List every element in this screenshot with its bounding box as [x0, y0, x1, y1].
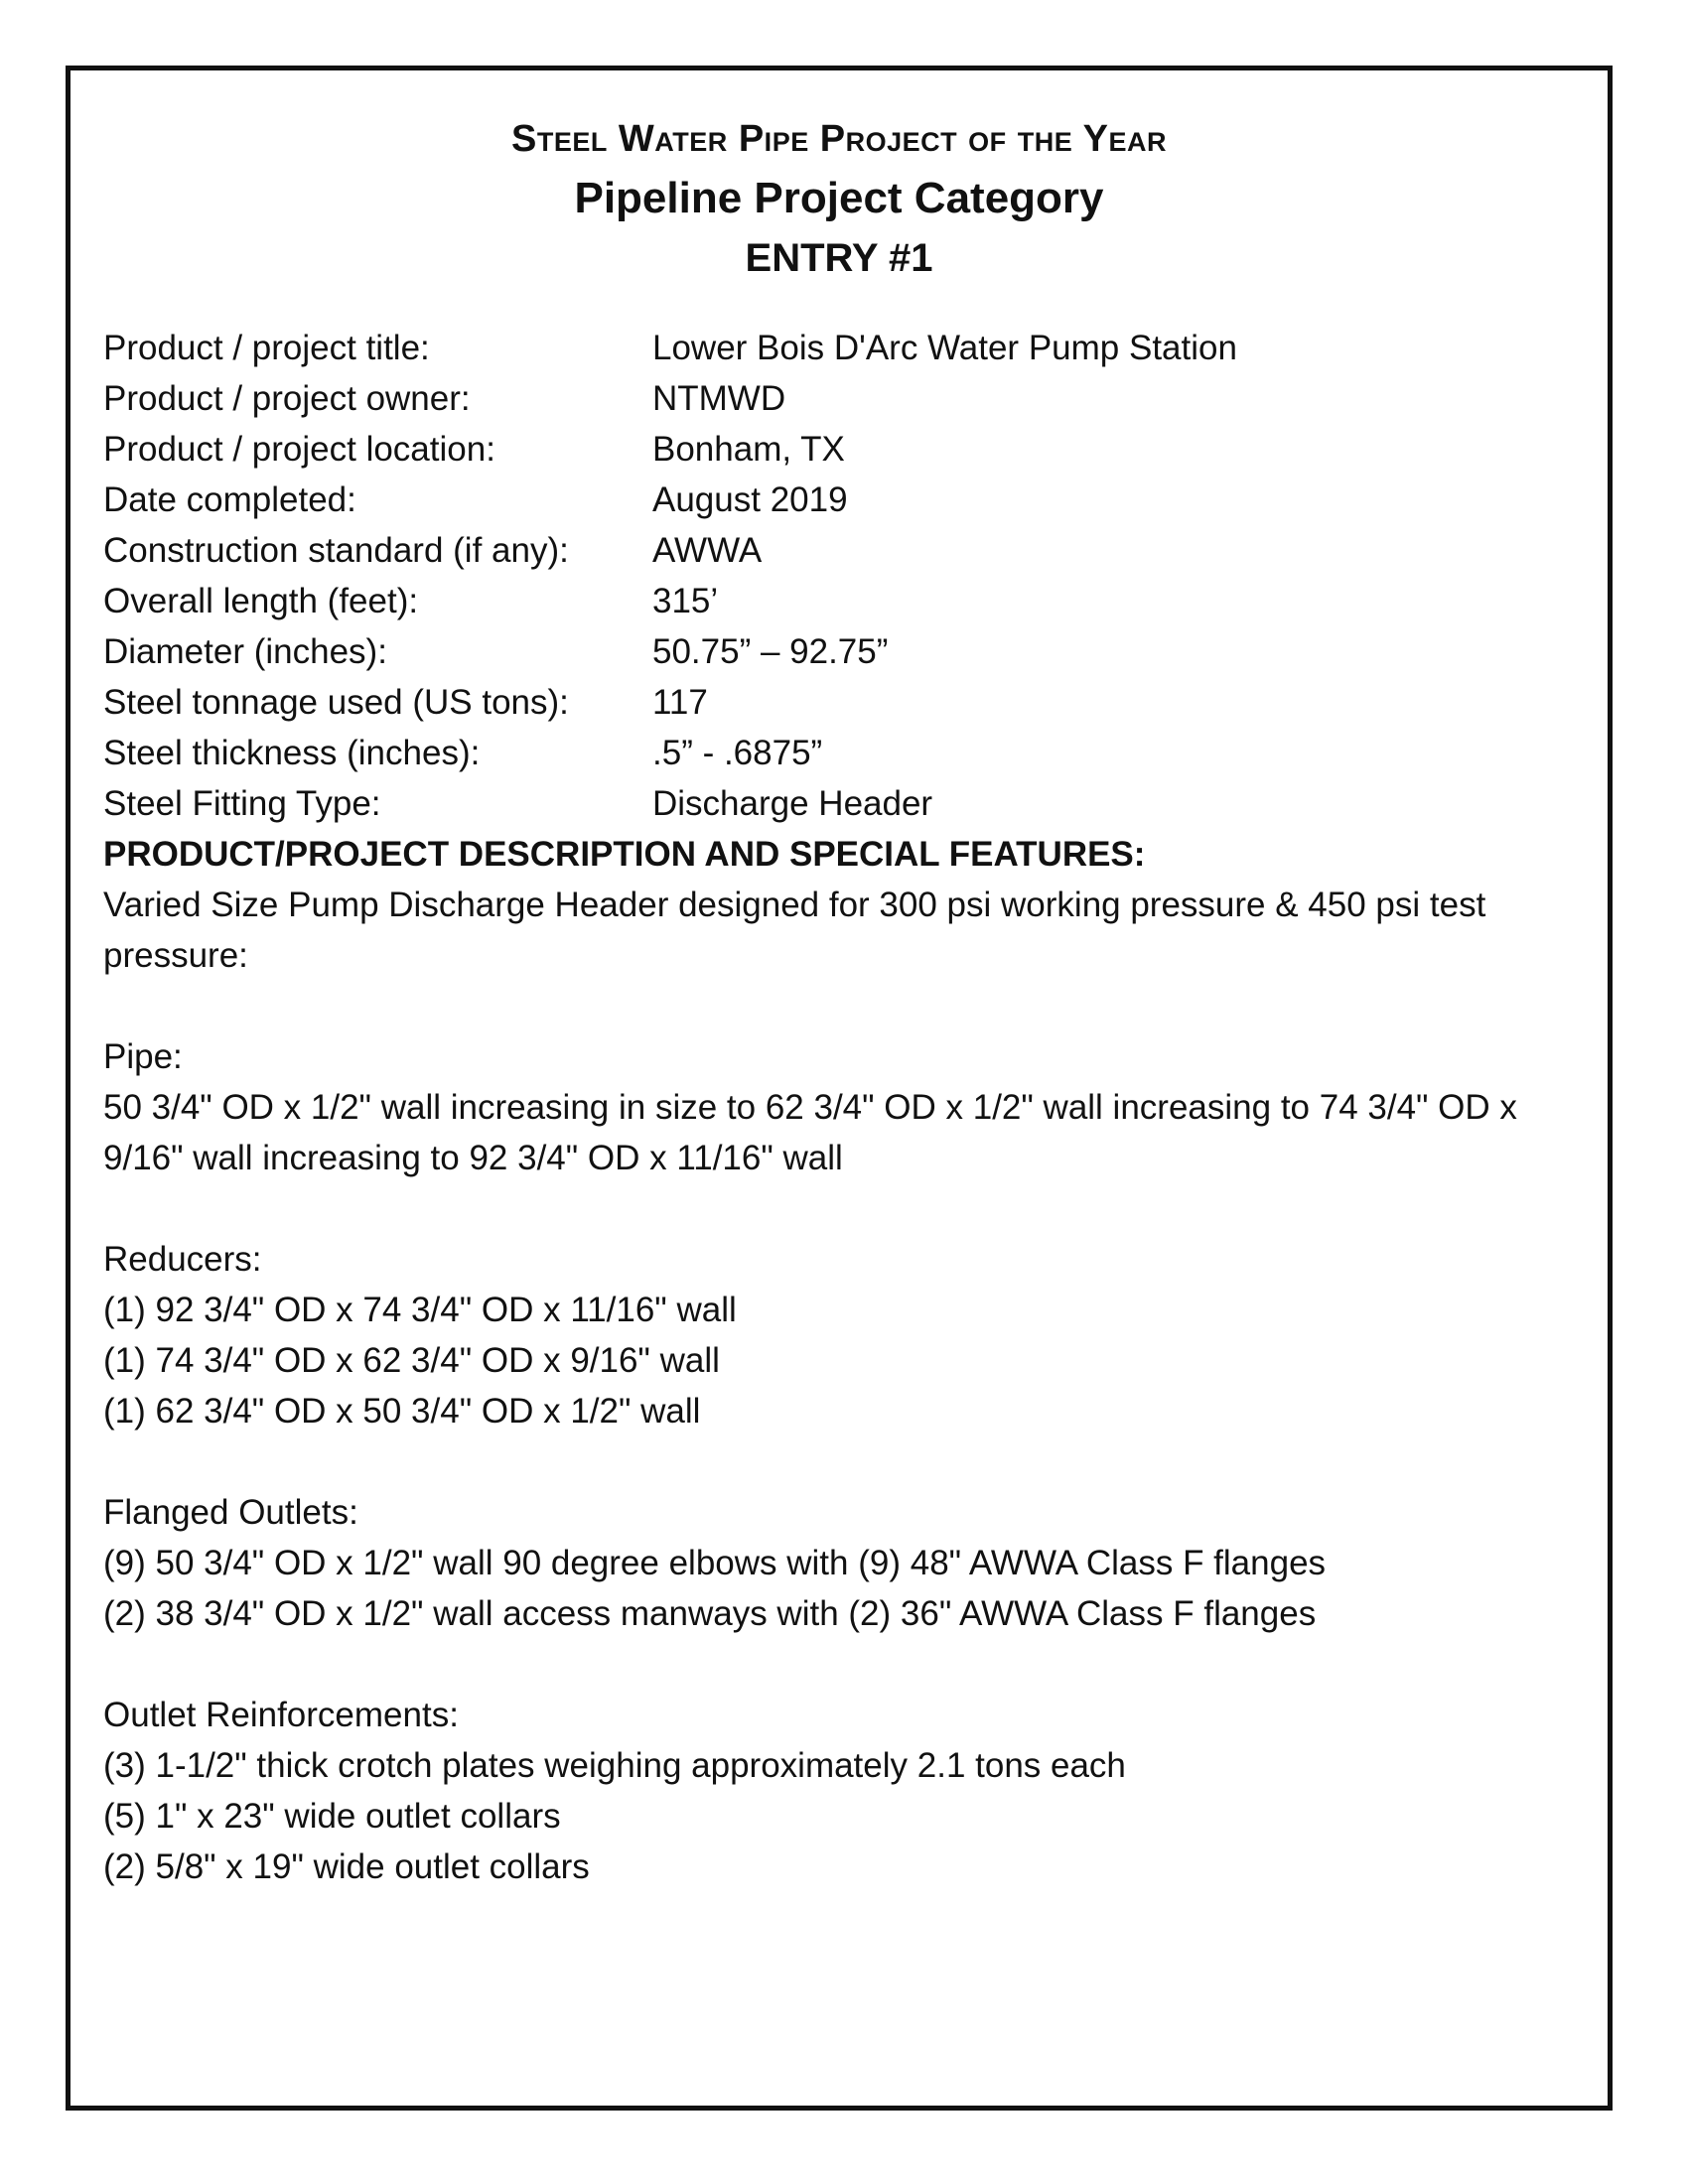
pipe-section-line: 50 3/4" OD x 1/2" wall increasing in size to 62 3/4" OD x 1/2" wall increasing to 74 3/4" OD x 9/16" wall increasing to 92 3/4" OD x 11/16" wall — [103, 1088, 1517, 1177]
reducer-line: (1) 62 3/4" OD x 50 3/4" OD x 1/2" wall — [103, 1392, 701, 1431]
field-row-length — [103, 576, 1583, 626]
outlet-reinforcement-line: (3) 1-1/2" thick crotch plates weighing approximately 2.1 tons each — [103, 1746, 1126, 1785]
field-value: NTMWD — [652, 379, 786, 418]
spacer — [103, 1639, 1583, 1690]
field-label: Steel tonnage used (US tons): — [103, 683, 569, 722]
field-label: Steel thickness (inches): — [103, 734, 481, 772]
flanged-outlets-section-title: Flanged Outlets: — [103, 1493, 358, 1532]
flanged-outlet-line: (9) 50 3/4" OD x 1/2" wall 90 degree elbows with (9) 48" AWWA Class F flanges — [103, 1544, 1327, 1582]
reducer-line: (1) 74 3/4" OD x 62 3/4" OD x 9/16" wall — [103, 1341, 720, 1380]
reducer-line: (1) 92 3/4" OD x 74 3/4" OD x 11/16" wall — [103, 1291, 737, 1329]
outlet-reinforcements-section-title: Outlet Reinforcements: — [103, 1696, 459, 1734]
field-label: Steel Fitting Type: — [103, 784, 381, 823]
field-value: .5” - .6875” — [652, 734, 823, 772]
outlet-reinforcement-line: (5) 1" x 23" wide outlet collars — [103, 1797, 561, 1836]
outlet-reinforcement-line: (2) 5/8" x 19" wide outlet collars — [103, 1847, 590, 1886]
field-label: Product / project owner: — [103, 379, 471, 418]
field-row-standard — [103, 525, 1583, 576]
field-value: August 2019 — [652, 480, 848, 519]
field-value: 117 — [652, 683, 708, 722]
category-title: Pipeline Project Category — [574, 174, 1104, 222]
field-value: Bonham, TX — [652, 430, 845, 469]
document-header — [70, 110, 1608, 287]
field-label: Product / project title: — [103, 329, 430, 367]
field-row-location — [103, 424, 1583, 475]
spacer — [103, 1436, 1583, 1487]
description-heading: PRODUCT/PROJECT DESCRIPTION AND SPECIAL FEATURES: — [103, 835, 1146, 874]
description-intro: Varied Size Pump Discharge Header designed for 300 psi working pressure & 450 psi test pressure: — [103, 886, 1486, 975]
flanged-outlet-line: (2) 38 3/4" OD x 1/2" wall access manways with (2) 36" AWWA Class F flanges — [103, 1594, 1317, 1633]
field-row-thickness — [103, 728, 1583, 778]
field-label: Diameter (inches): — [103, 632, 387, 671]
field-row-title — [103, 323, 1583, 373]
field-row-fitting-type — [103, 778, 1583, 829]
field-value: Discharge Header — [652, 784, 933, 823]
field-label: Date completed: — [103, 480, 356, 519]
reducers-section-title: Reducers: — [103, 1240, 262, 1279]
field-value: Lower Bois D'Arc Water Pump Station — [652, 329, 1237, 367]
field-label: Construction standard (if any): — [103, 531, 569, 570]
document-body — [103, 323, 1583, 1892]
field-value: AWWA — [652, 531, 763, 570]
field-row-date — [103, 475, 1583, 525]
award-title: Steel Water Pipe Project of the Year — [511, 118, 1167, 160]
spacer — [103, 981, 1583, 1031]
field-value: 50.75” – 92.75” — [652, 632, 889, 671]
document-frame — [66, 66, 1613, 2111]
field-label: Product / project location: — [103, 430, 495, 469]
field-row-tonnage — [103, 677, 1583, 728]
spacer — [103, 1183, 1583, 1234]
pipe-section-title: Pipe: — [103, 1037, 183, 1076]
field-label: Overall length (feet): — [103, 582, 419, 620]
field-value: 315’ — [652, 582, 719, 620]
field-row-diameter — [103, 626, 1583, 677]
entry-number: ENTRY #1 — [745, 236, 933, 280]
field-row-owner — [103, 373, 1583, 424]
